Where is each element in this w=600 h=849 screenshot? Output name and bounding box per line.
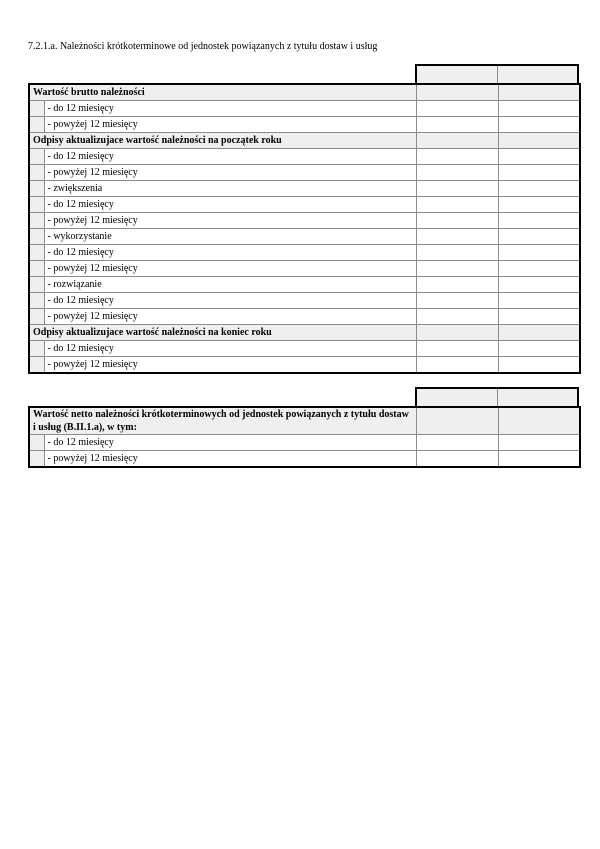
value-cell [416, 357, 498, 374]
row-label: - powyżej 12 miesięcy [44, 117, 416, 133]
value-cell [498, 197, 580, 213]
data-table [28, 406, 581, 468]
column-header-row [415, 64, 579, 83]
row-label: - do 12 miesięcy [44, 435, 416, 451]
row-label: - do 12 miesięcy [44, 293, 416, 309]
value-cell [416, 293, 498, 309]
value-cell [416, 229, 498, 245]
table-row [29, 165, 580, 181]
table-row [29, 101, 580, 117]
value-cell [498, 213, 580, 229]
value-cell [416, 165, 498, 181]
value-cell [498, 229, 580, 245]
row-label: - powyżej 12 miesięcy [44, 261, 416, 277]
gutter-cell [29, 277, 44, 293]
table-row [29, 181, 580, 197]
value-cell [498, 261, 580, 277]
value-cell [416, 277, 498, 293]
gutter-cell [29, 435, 44, 451]
table-row [29, 325, 580, 341]
row-label: - rozwiązanie [44, 277, 416, 293]
value-cell [416, 197, 498, 213]
value-cell [416, 245, 498, 261]
value-cell [498, 341, 580, 357]
row-label: Odpisy aktualizujace wartość należności na początek roku [29, 133, 416, 149]
row-label: - do 12 miesięcy [44, 101, 416, 117]
value-cell [416, 133, 498, 149]
column-header-cell [497, 66, 578, 83]
value-cell [416, 325, 498, 341]
value-cell [498, 117, 580, 133]
column-header-cell [417, 389, 497, 406]
value-cell [498, 277, 580, 293]
value-cell [498, 309, 580, 325]
row-label: - do 12 miesięcy [44, 149, 416, 165]
value-cell [416, 117, 498, 133]
row-label: - wykorzystanie [44, 229, 416, 245]
gutter-cell [29, 245, 44, 261]
value-cell [416, 309, 498, 325]
value-cell [416, 435, 498, 451]
value-cell [416, 181, 498, 197]
table-row [29, 229, 580, 245]
table-row [29, 213, 580, 229]
column-header-row [415, 387, 579, 406]
table-row [29, 451, 580, 468]
gutter-cell [29, 451, 44, 468]
value-cell [416, 84, 498, 101]
gutter-cell [29, 357, 44, 374]
document-title: 7.2.1.a. Należności krótkoterminowe od jednostek powiązanych z tytułu dostaw i usług [28, 41, 378, 52]
table-row [29, 435, 580, 451]
table-row [29, 197, 580, 213]
value-cell [498, 451, 580, 468]
table-row [29, 407, 580, 435]
gutter-cell [29, 229, 44, 245]
value-cell [498, 325, 580, 341]
value-cell [498, 181, 580, 197]
row-label: - powyżej 12 miesięcy [44, 309, 416, 325]
value-cell [416, 213, 498, 229]
table-row [29, 133, 580, 149]
table-row [29, 117, 580, 133]
value-cell [498, 149, 580, 165]
row-label: - do 12 miesięcy [44, 341, 416, 357]
value-cell [498, 245, 580, 261]
value-cell [498, 293, 580, 309]
value-cell [416, 261, 498, 277]
row-label: - powyżej 12 miesięcy [44, 357, 416, 374]
column-header-cell [497, 389, 578, 406]
table-row [29, 261, 580, 277]
table-row [29, 84, 580, 101]
gutter-cell [29, 165, 44, 181]
value-cell [498, 165, 580, 181]
value-cell [498, 407, 580, 435]
table-row [29, 341, 580, 357]
value-cell [416, 341, 498, 357]
table-net-value [28, 387, 579, 468]
table-row [29, 277, 580, 293]
gutter-cell [29, 293, 44, 309]
table-row [29, 357, 580, 374]
column-header-cell [417, 66, 497, 83]
row-label: - do 12 miesięcy [44, 197, 416, 213]
table-row [29, 293, 580, 309]
row-label: Wartość netto należności krótkoterminowych od jednostek powiązanych z tytułu dostaw i usług (B.II.1.a), w tym: [29, 407, 416, 435]
data-table [28, 83, 581, 374]
gutter-cell [29, 149, 44, 165]
gutter-cell [29, 181, 44, 197]
table-row [29, 309, 580, 325]
value-cell [416, 149, 498, 165]
row-label: Odpisy aktualizujace wartość należności na koniec roku [29, 325, 416, 341]
gutter-cell [29, 117, 44, 133]
row-label: - zwiększenia [44, 181, 416, 197]
table-row [29, 149, 580, 165]
value-cell [416, 101, 498, 117]
gutter-cell [29, 261, 44, 277]
row-label: - powyżej 12 miesięcy [44, 165, 416, 181]
gutter-cell [29, 197, 44, 213]
value-cell [498, 435, 580, 451]
gutter-cell [29, 341, 44, 357]
table-row [29, 245, 580, 261]
row-label: - powyżej 12 miesięcy [44, 451, 416, 468]
table-gross-value-and-writedowns [28, 64, 579, 374]
row-label: - do 12 miesięcy [44, 245, 416, 261]
value-cell [498, 357, 580, 374]
row-label: Wartość brutto należności [29, 84, 416, 101]
value-cell [416, 407, 498, 435]
gutter-cell [29, 213, 44, 229]
row-label: - powyżej 12 miesięcy [44, 213, 416, 229]
value-cell [498, 101, 580, 117]
value-cell [498, 84, 580, 101]
gutter-cell [29, 101, 44, 117]
gutter-cell [29, 309, 44, 325]
value-cell [416, 451, 498, 468]
value-cell [498, 133, 580, 149]
